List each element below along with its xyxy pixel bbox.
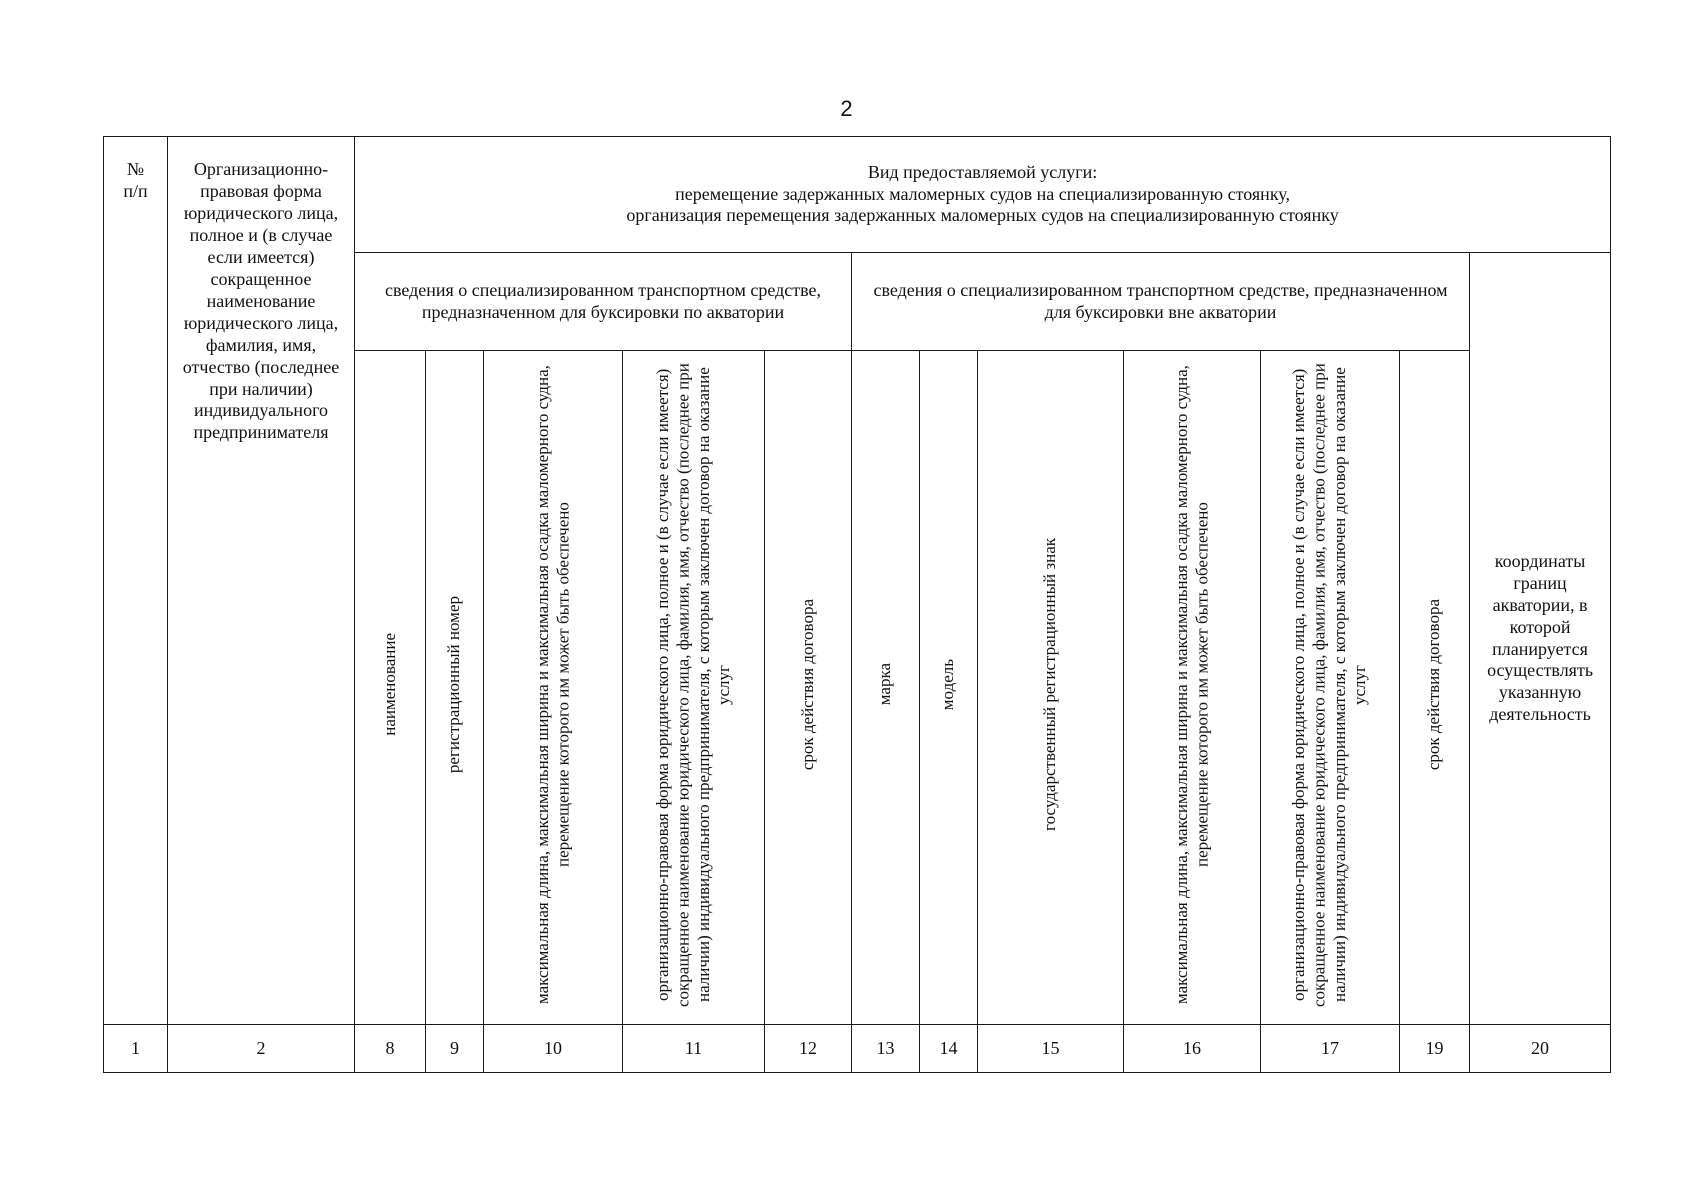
col-contractor-in-label: организационно-правовая форма юридического лица, полное и (в случае если имеется) сокращенное наименование юридического лица, фамилия, имя, отчество (последнее при наличии) индивидуального предпринимателя, с которым заключен договор на оказание услуг — [652, 362, 733, 1007]
col-contractor-out — [1261, 351, 1400, 1025]
col-model-label: модель — [938, 658, 958, 711]
col-state-plate-label: государственный регистрационный знак — [1040, 538, 1060, 831]
service-title: Вид предоставляемой услуги: — [867, 161, 1098, 182]
col-state-plate — [978, 351, 1124, 1025]
group-in-water — [355, 253, 852, 351]
col-brand — [852, 351, 920, 1025]
service-line-2: организация перемещения задержанных маломерных судов на специализированную стоянку — [626, 205, 1339, 226]
header-coordinates — [1470, 253, 1611, 1025]
service-line-1: перемещение задержанных маломерных судов на специализированную стоянку, — [675, 183, 1291, 204]
index-cell: 13 — [852, 1025, 920, 1073]
group-in-water-label: сведения о специализированном транспортном средстве, предназначенном для буксировки по акватории — [384, 279, 822, 322]
col-contract-term-out — [1400, 351, 1470, 1025]
col-reg-number — [426, 351, 484, 1025]
index-cell: 2 — [168, 1025, 355, 1073]
index-cell: 19 — [1400, 1025, 1470, 1073]
col-contractor-in — [623, 351, 765, 1025]
col-contractor-out-label: организационно-правовая форма юридического лица, полное и (в случае если имеется) сокращенное наименование юридического лица, фамилия, имя, отчество (последнее при наличии) индивидуального предпринимателя, с которым заключен договор на оказание услуг — [1289, 362, 1370, 1007]
index-cell: 14 — [920, 1025, 978, 1073]
col-dimensions-in-label: максимальная длина, максимальная ширина и максимальная осадка маломерного судна, перемещение которого им может быть обеспечено — [532, 365, 572, 1004]
services-table — [103, 136, 1611, 1073]
index-cell: 11 — [623, 1025, 765, 1073]
group-out-water — [852, 253, 1470, 351]
index-cell: 15 — [978, 1025, 1124, 1073]
header-organization-label: Организационно-правовая форма юридического лица, полное и (в случае если имеется) сокращенное наименование юридического лица, фамилия, имя, отчество (последнее при наличии) индивидуального предпринимателя — [182, 159, 340, 443]
index-row — [104, 1025, 1611, 1073]
index-cell: 1 — [104, 1025, 168, 1073]
index-cell: 8 — [355, 1025, 426, 1073]
col-reg-number-label: регистрационный номер — [444, 595, 464, 774]
col-contract-term-out-label: срок действия договора — [1424, 598, 1444, 771]
header-coordinates-label: координаты границ акватории, в которой планируется осуществлять указанную деятельность — [1487, 550, 1594, 725]
index-cell: 16 — [1124, 1025, 1261, 1073]
index-cell: 17 — [1261, 1025, 1400, 1073]
header-number — [104, 137, 168, 1025]
col-contract-term-in-label: срок действия договора — [797, 598, 817, 771]
group-out-water-label: сведения о специализированном транспортном средстве, предназначенном для буксировки вне акватории — [873, 279, 1448, 322]
header-row-1 — [104, 137, 1611, 253]
index-cell: 20 — [1470, 1025, 1611, 1073]
col-dimensions-in — [484, 351, 623, 1025]
header-service-type — [355, 137, 1611, 253]
col-dimensions-out — [1124, 351, 1261, 1025]
col-contract-term-in — [765, 351, 852, 1025]
index-cell: 9 — [426, 1025, 484, 1073]
col-name-label: наименование — [379, 633, 399, 736]
col-brand-label: марка — [875, 663, 895, 706]
header-number-label: № п/п — [123, 159, 148, 201]
header-organization — [168, 137, 355, 1025]
page-number: 2 — [840, 96, 853, 121]
col-dimensions-out-label: максимальная длина, максимальная ширина и максимальная осадка маломерного судна, перемещение которого им может быть обеспечено — [1171, 365, 1211, 1004]
col-name — [355, 351, 426, 1025]
index-cell: 12 — [765, 1025, 852, 1073]
index-cell: 10 — [484, 1025, 623, 1073]
col-model — [920, 351, 978, 1025]
